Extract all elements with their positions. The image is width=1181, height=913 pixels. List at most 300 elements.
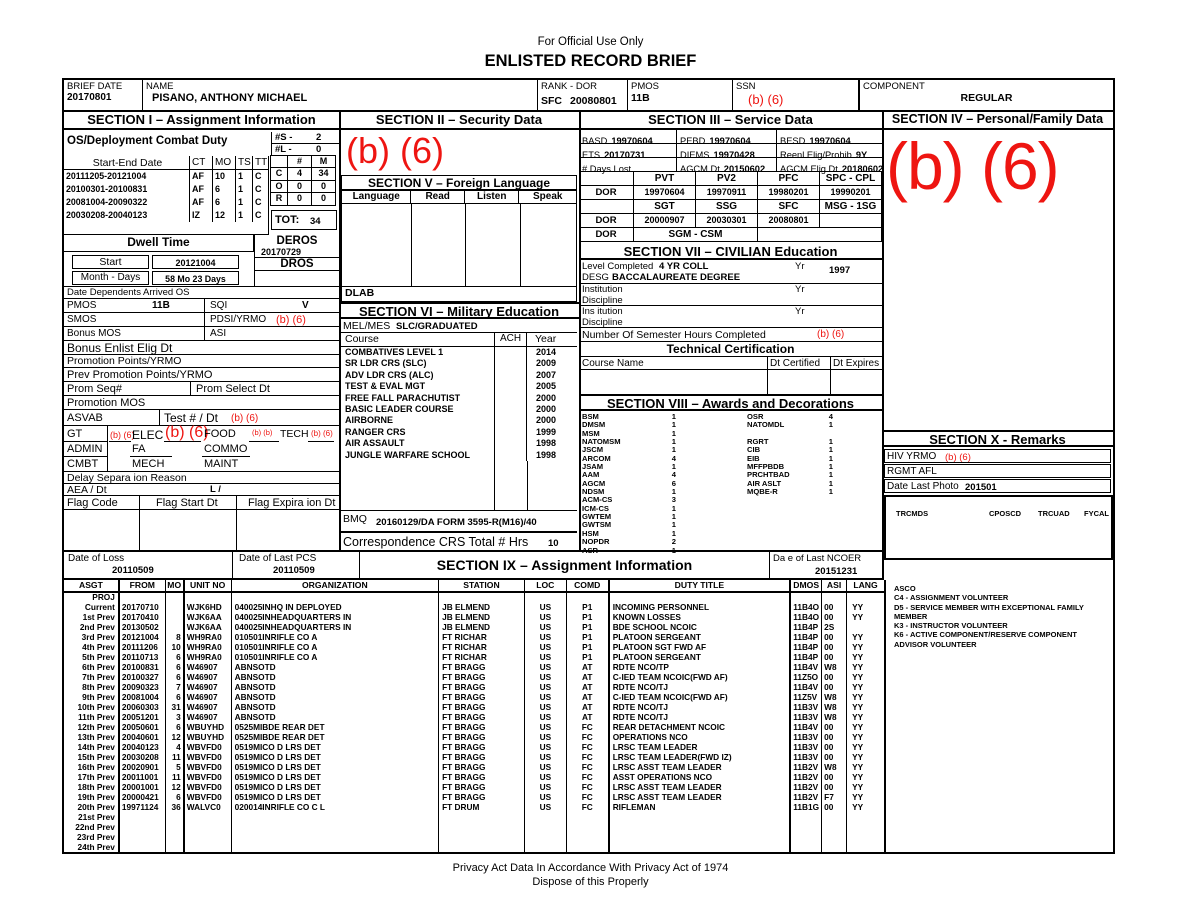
level-yr-value: 1997 bbox=[829, 265, 851, 276]
duty-title-cell bbox=[608, 843, 790, 852]
course-year: 2007 bbox=[526, 370, 577, 381]
assignment-row bbox=[64, 643, 884, 653]
os-tour-header bbox=[64, 156, 268, 170]
discipline-label: Discipline bbox=[582, 295, 623, 306]
award-count: 1 bbox=[828, 487, 833, 497]
award-row bbox=[747, 421, 833, 429]
award-count: 3 bbox=[671, 495, 676, 505]
from-cell bbox=[118, 823, 165, 833]
organization-cell: ABNSOTD bbox=[231, 683, 438, 693]
award-count: 1 bbox=[671, 520, 676, 530]
aea-label: AEA / Dt bbox=[67, 484, 107, 496]
asgt-cell: 4th Prev bbox=[82, 643, 115, 652]
award-name: EIB bbox=[747, 453, 760, 463]
asgt-cell: 6th Prev bbox=[82, 663, 115, 672]
dwell-monthdays-value: 58 Mo 23 Days bbox=[152, 271, 239, 285]
dor-value: 20080801 bbox=[570, 95, 617, 107]
divider bbox=[204, 299, 205, 312]
from-cell: 20110713 bbox=[118, 653, 165, 663]
asi-cell: 00 bbox=[821, 743, 846, 753]
tot-box bbox=[271, 210, 337, 230]
station-cell: FT RICHAR bbox=[438, 633, 524, 643]
organization-cell: 0519MICO D LRS DET bbox=[231, 743, 438, 753]
mini-letter: R bbox=[270, 192, 288, 206]
flag-exp-label: Flag Expira ion Dt bbox=[248, 497, 336, 509]
asgt-cell: 23rd Prev bbox=[77, 833, 115, 842]
grade-cell: SGT bbox=[634, 200, 696, 214]
lang-cell: YY bbox=[846, 803, 884, 813]
ssn-redaction: (b) (6) bbox=[748, 92, 784, 107]
dros-label: DROS bbox=[255, 258, 339, 271]
loc-cell bbox=[524, 823, 566, 833]
assignment-row bbox=[64, 673, 884, 683]
level-label: Level Completed bbox=[582, 261, 654, 272]
lang-cell: YY bbox=[846, 653, 884, 663]
service-cell bbox=[676, 144, 776, 160]
dwell-start-label: Start bbox=[72, 255, 149, 269]
assignment-row bbox=[64, 763, 884, 773]
assignment-row bbox=[64, 783, 884, 793]
assignment-row bbox=[64, 663, 884, 673]
course-year: 1998 bbox=[526, 438, 577, 449]
assignment-column-header: ORGANIZATION bbox=[231, 580, 438, 591]
combat-mini-table bbox=[271, 156, 339, 206]
asgt-cell: 17th Prev bbox=[77, 773, 115, 782]
assignment-row bbox=[64, 713, 884, 723]
dwell-start-value: 20121004 bbox=[152, 255, 239, 269]
mo-cell bbox=[165, 833, 183, 843]
asgt-cell: 22nd Prev bbox=[75, 823, 115, 832]
dor-cell: DOR bbox=[579, 228, 634, 242]
mo-cell: 6 bbox=[165, 793, 183, 803]
legend-item: K3 - INSTRUCTOR VOLUNTEER bbox=[894, 621, 1008, 631]
loc-cell: US bbox=[524, 613, 566, 623]
grid-line bbox=[308, 441, 334, 442]
divider bbox=[527, 461, 528, 510]
pmos-label: PMOS bbox=[631, 81, 659, 92]
name-value: PISANO, ANTHONY MICHAEL bbox=[152, 92, 308, 104]
course-ach bbox=[494, 393, 526, 404]
pmos-cell bbox=[627, 80, 732, 110]
unit-no-cell: WJK6HD bbox=[183, 603, 231, 613]
service-cell bbox=[579, 158, 676, 174]
cert-course-col: Course Name bbox=[582, 358, 644, 369]
station-cell: FT RICHAR bbox=[438, 643, 524, 653]
service-value: 19970604 bbox=[809, 136, 851, 146]
asgt-cell: 3rd Prev bbox=[81, 633, 115, 642]
organization-cell: 010501INRIFLE CO A bbox=[231, 633, 438, 643]
prom-seq-label: Prom Seq# bbox=[67, 383, 123, 395]
award-count: 1 bbox=[828, 478, 833, 488]
bonus-enlist-label: Bonus Enlist Elig Dt bbox=[67, 341, 173, 355]
station-cell: FT BRAGG bbox=[438, 773, 524, 783]
award-count: 1 bbox=[671, 512, 676, 522]
course-row bbox=[341, 381, 577, 392]
organization-cell bbox=[231, 833, 438, 843]
date-last-pcs-value: 20110509 bbox=[273, 565, 315, 576]
unit-no-cell: W46907 bbox=[183, 663, 231, 673]
lang-cell: YY bbox=[846, 643, 884, 653]
unit-no-cell: WJK6AA bbox=[183, 613, 231, 623]
tour-ct: IZ bbox=[189, 209, 212, 222]
dor-cell: 19980201 bbox=[758, 186, 820, 200]
dmos-cell: 11B4V bbox=[789, 683, 821, 693]
hiv-label: HIV YRMO bbox=[887, 451, 937, 462]
unit-no-cell bbox=[183, 843, 231, 852]
mo-cell: 12 bbox=[165, 733, 183, 743]
language-header-row bbox=[342, 191, 576, 204]
component-value: REGULAR bbox=[960, 92, 1013, 104]
dmos-cell: 11Z5O bbox=[789, 673, 821, 683]
component-cell bbox=[858, 80, 1113, 110]
unit-no-cell: WH9RA0 bbox=[183, 633, 231, 643]
promo-points-row bbox=[64, 355, 339, 368]
award-count: 1 bbox=[671, 412, 676, 421]
dmos-cell: 11B4P bbox=[789, 653, 821, 663]
station-cell bbox=[438, 843, 524, 852]
duty-title-cell: PLATOON SGT FWD AF bbox=[608, 643, 790, 653]
asgt-cell: 14th Prev bbox=[77, 743, 115, 752]
duty-title-cell: LRSC TEAM LEADER(FWD IZ) bbox=[608, 753, 790, 763]
loc-cell: US bbox=[524, 723, 566, 733]
lang-cell: YY bbox=[846, 683, 884, 693]
commo-label: COMMO bbox=[204, 443, 248, 455]
comd-cell: AT bbox=[566, 663, 608, 673]
remarks-codes-box bbox=[884, 495, 1113, 560]
last-photo-value: 201501 bbox=[965, 482, 997, 493]
asi-cell: W8 bbox=[821, 713, 846, 723]
os-count-box bbox=[272, 132, 339, 156]
from-cell: 20170710 bbox=[118, 603, 165, 613]
mo-cell: 36 bbox=[165, 803, 183, 813]
comd-cell: FC bbox=[566, 753, 608, 763]
lang-cell bbox=[846, 843, 884, 852]
date-last-pcs-cell bbox=[232, 552, 359, 578]
ct-col: CT bbox=[189, 156, 212, 169]
comd-cell: FC bbox=[566, 743, 608, 753]
organization-cell bbox=[231, 843, 438, 852]
station-cell: FT BRAGG bbox=[438, 693, 524, 703]
unit-no-cell: WBUYHD bbox=[183, 733, 231, 743]
divider bbox=[494, 461, 495, 510]
duty-title-cell: ASST OPERATIONS NCO bbox=[608, 773, 790, 783]
asgt-cell: 19th Prev bbox=[77, 793, 115, 802]
loc-cell bbox=[524, 813, 566, 823]
asgt-cell: 18th Prev bbox=[77, 783, 115, 792]
assignment-row bbox=[64, 613, 884, 623]
mo-cell: 11 bbox=[165, 773, 183, 783]
mo-cell: 5 bbox=[165, 763, 183, 773]
assignment-column-header: COMD bbox=[566, 580, 608, 591]
lang-cell bbox=[846, 833, 884, 843]
course-name: JUNGLE WARFARE SCHOOL bbox=[345, 449, 471, 460]
course-name: COMBATIVES LEVEL 1 bbox=[345, 347, 444, 357]
semester-hours-redaction: (b) (6) bbox=[817, 329, 845, 340]
loc-cell: US bbox=[524, 643, 566, 653]
brief-date-cell bbox=[64, 80, 142, 110]
course-ach bbox=[494, 404, 526, 415]
unit-no-cell: WBVFD0 bbox=[183, 763, 231, 773]
loc-cell: US bbox=[524, 733, 566, 743]
award-name: GWTSM bbox=[582, 520, 612, 530]
award-count: 6 bbox=[671, 478, 676, 488]
from-cell bbox=[118, 593, 165, 603]
comd-cell: FC bbox=[566, 783, 608, 793]
asi-cell: 00 bbox=[821, 603, 846, 613]
dor-cell: 20000907 bbox=[634, 214, 696, 228]
tour-dates: 20100301-20100831 bbox=[66, 184, 148, 194]
date-of-loss-cell bbox=[64, 552, 232, 578]
lang-cell: YY bbox=[846, 763, 884, 773]
loc-cell: US bbox=[524, 683, 566, 693]
assignment-column-header: UNIT NO bbox=[183, 580, 231, 591]
unit-no-cell: WBVFD0 bbox=[183, 753, 231, 763]
rank-value: SFC bbox=[541, 95, 562, 107]
from-cell bbox=[118, 813, 165, 823]
duty-title-cell: PLATOON SERGEANT bbox=[608, 653, 790, 663]
grid-line bbox=[249, 441, 279, 442]
assignment-column-header: DMOS bbox=[789, 580, 821, 591]
dmos-cell: 11B3V bbox=[789, 703, 821, 713]
mo-cell bbox=[165, 813, 183, 823]
course-name: ADV LDR CRS (ALC) bbox=[345, 369, 434, 380]
section10-title: SECTION X - Remarks bbox=[882, 430, 1113, 447]
bmq-value: 20160129/DA FORM 3595-R(M16)/40 bbox=[376, 517, 537, 528]
section2-title: SECTION II – Security Data bbox=[339, 112, 579, 130]
loc-cell: US bbox=[524, 703, 566, 713]
award-count: 1 bbox=[671, 462, 676, 472]
asgt-cell: 2nd Prev bbox=[79, 623, 115, 632]
service-label: DIEMS bbox=[680, 150, 710, 160]
tech-cert-title: Technical Certification bbox=[666, 342, 795, 356]
food-label: FOOD bbox=[204, 428, 236, 440]
from-cell: 20040601 bbox=[118, 733, 165, 743]
assignment-row bbox=[64, 683, 884, 693]
start-end-date-col: Start-End Date bbox=[92, 157, 163, 169]
asgt-cell: PROJ bbox=[92, 593, 115, 602]
rgmt-row bbox=[884, 464, 1111, 478]
award-name: ASR bbox=[582, 545, 599, 555]
grade-cell bbox=[758, 228, 882, 242]
station-cell bbox=[438, 813, 524, 823]
course-row bbox=[341, 415, 577, 426]
from-cell: 19971124 bbox=[118, 803, 165, 813]
dmos-cell bbox=[789, 593, 821, 603]
lang-cell: YY bbox=[846, 703, 884, 713]
award-count: 4 bbox=[671, 470, 676, 480]
dwell-monthdays-label: Month - Days bbox=[72, 271, 149, 285]
course-ach bbox=[494, 370, 526, 381]
institution-label: Ins itution bbox=[582, 306, 623, 317]
tour-mo: 10 bbox=[212, 170, 235, 183]
section6-title: SECTION VI – Military Education bbox=[339, 302, 579, 319]
asgt-cell: 1st Prev bbox=[82, 613, 115, 622]
dmos-cell: 11B4P bbox=[789, 633, 821, 643]
name-label: NAME bbox=[146, 81, 174, 92]
tour-ct: AF bbox=[189, 170, 212, 183]
tour-mo: 6 bbox=[212, 196, 235, 209]
assignment-header-row bbox=[64, 580, 884, 593]
loc-cell: US bbox=[524, 663, 566, 673]
tour-ts: 1 bbox=[235, 209, 252, 222]
fa-label: FA bbox=[132, 443, 146, 455]
correspondence-value: 10 bbox=[548, 538, 559, 549]
station-cell: FT BRAGG bbox=[438, 763, 524, 773]
award-name: NATOMSM bbox=[582, 437, 621, 447]
assignment-row bbox=[64, 833, 884, 843]
semester-hours-label: Number Of Semester Hours Completed bbox=[582, 329, 766, 341]
asi-cell: 00 bbox=[821, 633, 846, 643]
duty-title-cell: REAR DETACHMENT NCOIC bbox=[608, 723, 790, 733]
mini-months: 34 bbox=[311, 167, 336, 181]
aea-row bbox=[64, 484, 339, 496]
loc-cell: US bbox=[524, 803, 566, 813]
trcuad-code: TRCUAD bbox=[1038, 509, 1070, 518]
award-name: HSM bbox=[582, 528, 599, 538]
course-ach bbox=[494, 347, 526, 358]
station-cell: FT BRAGG bbox=[438, 683, 524, 693]
date-last-pcs-label: Date of Last PCS bbox=[239, 553, 317, 564]
service-value: 19970604 bbox=[611, 136, 653, 146]
ssn-cell bbox=[732, 80, 858, 110]
rank-dor-cell bbox=[537, 80, 627, 110]
unit-no-cell bbox=[183, 593, 231, 603]
grade-cell: SGM - CSM bbox=[634, 228, 758, 242]
semester-hours-row bbox=[579, 328, 882, 342]
asi-cell: 2S bbox=[821, 623, 846, 633]
from-cell: 20020901 bbox=[118, 763, 165, 773]
organization-cell: 020014INRIFLE CO C L bbox=[231, 803, 438, 813]
section5-box bbox=[341, 175, 577, 302]
assignment-row bbox=[64, 603, 884, 613]
asi-cell: 00 bbox=[821, 753, 846, 763]
asgt-cell: Current bbox=[84, 603, 115, 612]
dor-cell: 19990201 bbox=[820, 186, 882, 200]
asgt-cell: 24th Prev bbox=[77, 843, 115, 852]
asgt-cell: 11th Prev bbox=[77, 713, 115, 722]
mo-cell bbox=[165, 823, 183, 833]
dmos-cell: 11B3V bbox=[789, 713, 821, 723]
course-name: RANGER CRS bbox=[345, 426, 406, 437]
sqi-label: SQI bbox=[210, 300, 228, 311]
station-cell bbox=[438, 823, 524, 833]
os-s-value: 2 bbox=[316, 132, 322, 143]
assignment-column-header: ASI bbox=[821, 580, 846, 591]
institution-row-1 bbox=[579, 284, 882, 306]
course-year: 2000 bbox=[526, 415, 577, 426]
sgm-row bbox=[579, 228, 882, 242]
language-col: Language bbox=[352, 191, 400, 202]
mo-cell bbox=[165, 593, 183, 603]
mo-cell: 6 bbox=[165, 693, 183, 703]
dmos-cell: 11B3V bbox=[789, 733, 821, 743]
ts-col: TS bbox=[235, 156, 252, 169]
from-cell: 20051201 bbox=[118, 713, 165, 723]
assignment-column-header: DUTY TITLE bbox=[608, 580, 790, 591]
loc-cell: US bbox=[524, 753, 566, 763]
deros-value: 20170729 bbox=[255, 247, 339, 258]
loc-cell: US bbox=[524, 763, 566, 773]
cert-header-row bbox=[579, 356, 882, 370]
award-name: AAM bbox=[582, 470, 600, 480]
brief-date-value: 20170801 bbox=[67, 92, 112, 103]
grade-cell: SSG bbox=[696, 200, 758, 214]
ncoer-cell bbox=[769, 552, 882, 578]
grade-cell bbox=[579, 172, 634, 186]
aptitude-grid bbox=[64, 426, 339, 472]
award-name: ACM-CS bbox=[582, 495, 613, 505]
bonus-mos-label: Bonus MOS bbox=[67, 328, 121, 339]
assignment-row bbox=[64, 693, 884, 703]
date-of-loss-label: Date of Loss bbox=[68, 553, 125, 564]
desg-label: DESG bbox=[582, 272, 609, 283]
section9-title: SECTION IX – Assignment Information bbox=[359, 552, 769, 578]
course-row bbox=[341, 393, 577, 404]
section8-title: SECTION VIII – Awards and Decorations bbox=[579, 394, 882, 411]
asgt-cell: 20th Prev bbox=[77, 803, 115, 812]
dor-cell: DOR bbox=[579, 186, 634, 200]
ncoer-value: 20151231 bbox=[815, 566, 858, 577]
from-cell: 20060303 bbox=[118, 703, 165, 713]
award-name: ICM-CS bbox=[582, 503, 609, 513]
food-redaction: (b) (b) bbox=[252, 428, 273, 437]
organization-cell: 040025INHEADQUARTERS IN bbox=[231, 623, 438, 633]
grade-cell: SFC bbox=[758, 200, 820, 214]
divider bbox=[830, 370, 831, 394]
organization-cell: 0525MIBDE REAR DET bbox=[231, 723, 438, 733]
service-cell bbox=[676, 158, 776, 174]
unit-no-cell: WBUYHD bbox=[183, 723, 231, 733]
tech-redaction: (b) (6) bbox=[311, 429, 333, 438]
asi-cell bbox=[821, 833, 846, 843]
section4-redaction: (b) (6) bbox=[886, 129, 1059, 203]
dor-cell: 19970604 bbox=[634, 186, 696, 200]
assignment-row bbox=[64, 593, 884, 603]
os-count-s-row bbox=[272, 132, 339, 144]
tour-ct: AF bbox=[189, 196, 212, 209]
dmos-cell bbox=[789, 823, 821, 833]
asgt-cell: 21st Prev bbox=[77, 813, 115, 822]
tour-ts: 1 bbox=[235, 196, 252, 209]
dmos-cell: 11B4P bbox=[789, 643, 821, 653]
station-cell: FT BRAGG bbox=[438, 753, 524, 763]
tour-dates: 20030208-20040123 bbox=[66, 210, 148, 220]
asgt-cell: 12th Prev bbox=[77, 723, 115, 732]
grade-cell: PV2 bbox=[696, 172, 758, 186]
comd-cell: AT bbox=[566, 673, 608, 683]
comd-cell: FC bbox=[566, 723, 608, 733]
mini-count: 0 bbox=[287, 180, 312, 194]
assignment-row bbox=[64, 703, 884, 713]
award-name: JSAM bbox=[582, 462, 604, 472]
bmq-label: BMQ bbox=[343, 513, 367, 525]
lang-cell bbox=[846, 823, 884, 833]
date-of-loss-value: 20110509 bbox=[112, 565, 154, 576]
course-row bbox=[341, 370, 577, 381]
unit-no-cell: W46907 bbox=[183, 693, 231, 703]
lang-cell: YY bbox=[846, 743, 884, 753]
delay-sep-label: Delay Separa ion Reason bbox=[67, 472, 187, 484]
desg-value: BACCALAUREATE DEGREE bbox=[612, 272, 741, 283]
course-name: FREE FALL PARACHUTIST bbox=[345, 392, 461, 403]
award-row bbox=[747, 488, 833, 496]
os-s-label: #S - bbox=[275, 132, 293, 143]
unit-no-cell: W46907 bbox=[183, 673, 231, 683]
from-cell: 20050601 bbox=[118, 723, 165, 733]
mo-cell: 6 bbox=[165, 723, 183, 733]
privacy-act-notice: Privacy Act Data In Accordance With Privacy Act of 1974 bbox=[452, 862, 729, 874]
mo-cell: 8 bbox=[165, 633, 183, 643]
